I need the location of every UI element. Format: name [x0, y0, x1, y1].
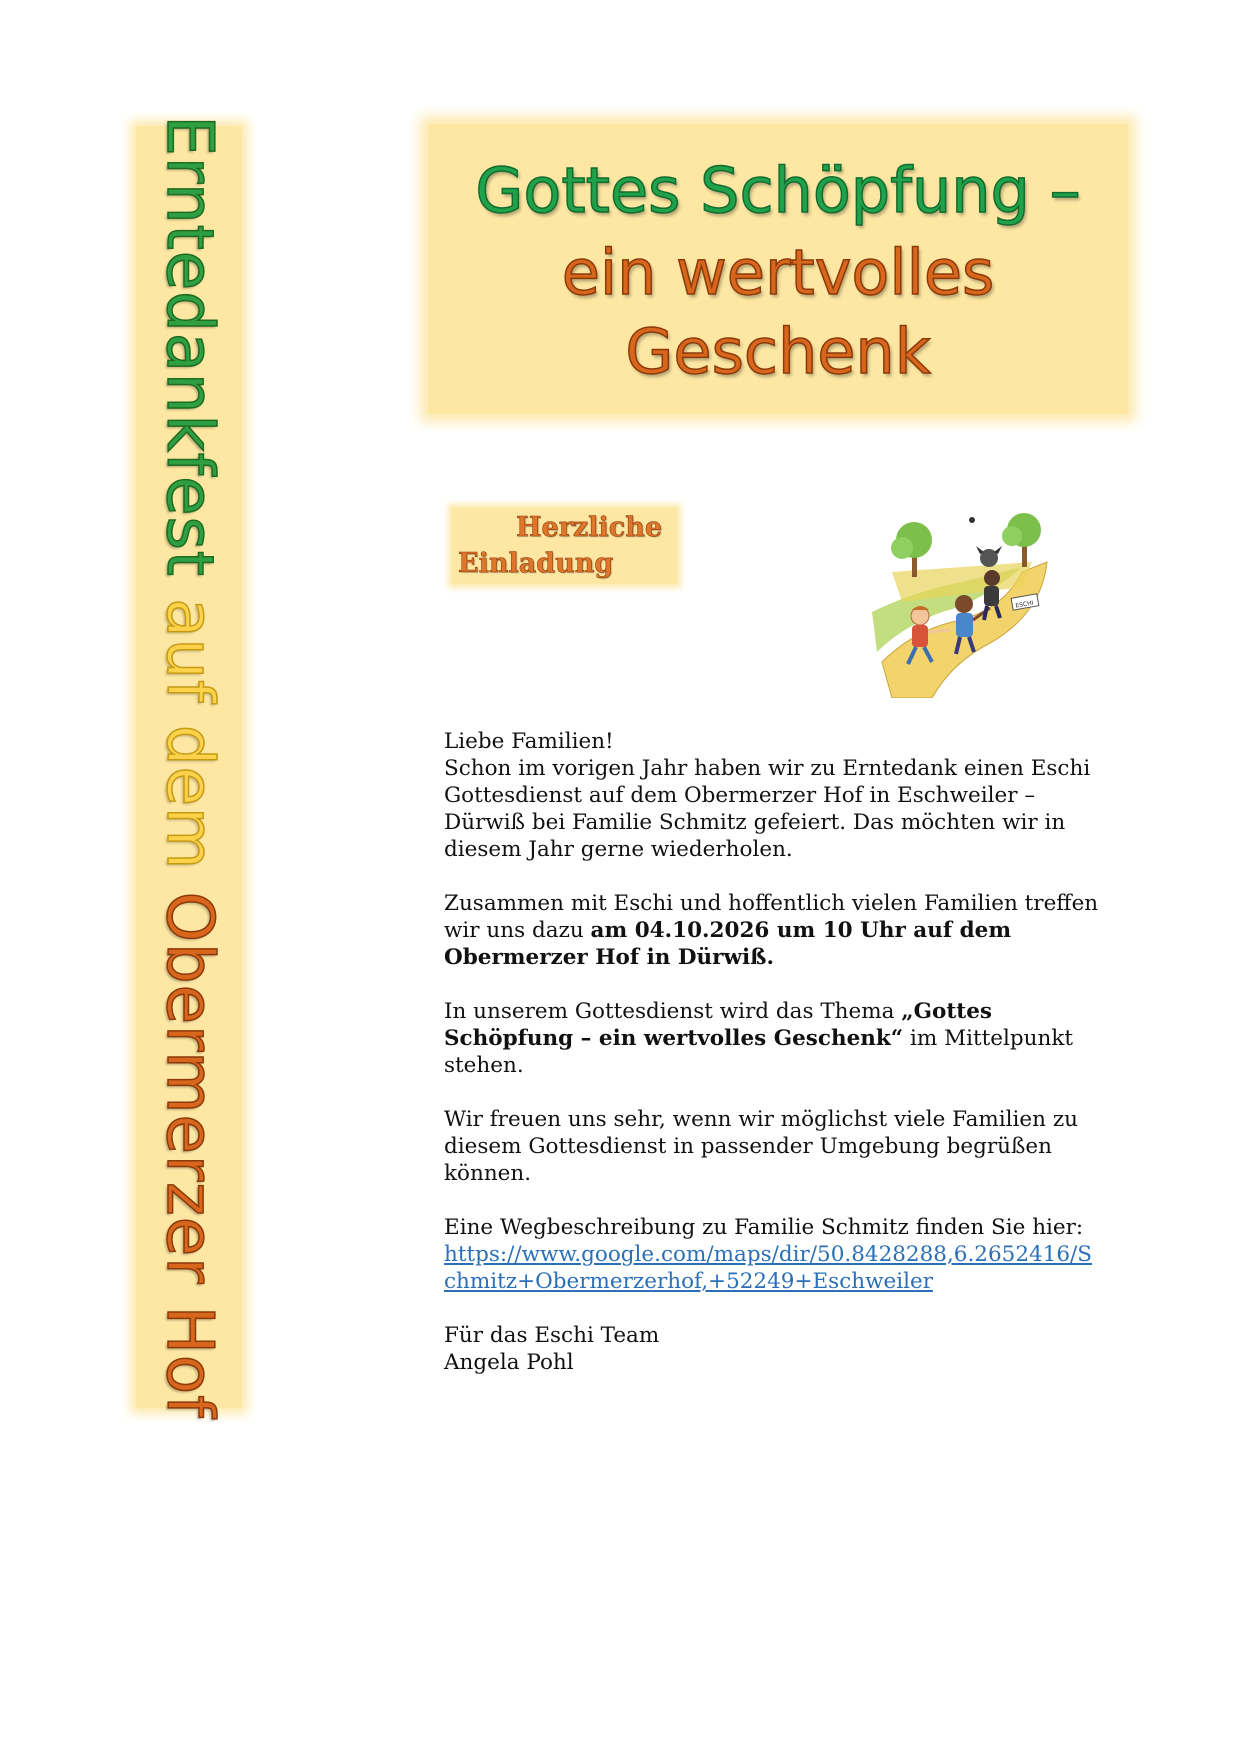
- title-box: [428, 124, 1128, 414]
- invitation-box: [452, 508, 677, 584]
- letter-closing: Für das Eschi Team: [444, 1323, 660, 1348]
- title-line3: Geschenk: [625, 314, 931, 388]
- letter-paragraph-4: Wir freuen uns sehr, wenn wir möglichst viele Familien zu diesem Gottesdienst in passender Umgebung begrüßen können.: [444, 1107, 1079, 1186]
- side-banner-text: [152, 115, 226, 1419]
- letter-paragraph-1: Schon im vorigen Jahr haben wir zu Erntedank einen Eschi Gottesdienst auf dem Obermerzer Hof in Eschweiler – Dürwiß bei Familie Schmitz gefeiert. Das möchten wir in diesem Jahr gerne wiederholen.: [444, 756, 1091, 862]
- title-line1: Gottes Schöpfung –: [475, 154, 1081, 227]
- letter-greeting-paragraph: [444, 728, 1104, 863]
- service-theme: „Gottes Schöpfung – ein wertvolles Geschenk“: [444, 999, 992, 1051]
- letter-paragraph-3-end: im Mittelpunkt stehen.: [444, 1026, 1074, 1078]
- side-banner-part3: Obermerzer Hof: [152, 891, 226, 1419]
- children-walking-illustration: [872, 512, 1062, 698]
- title-line2: ein wertvolles: [561, 236, 995, 310]
- side-banner: [136, 115, 242, 1419]
- letter-body: [444, 728, 1104, 1376]
- letter-paragraph-2-text: Zusammen mit Eschi und hoffentlich vielen Familien treffen wir uns dazu: [444, 891, 1099, 943]
- side-banner-part1: Erntedankfest: [152, 115, 226, 577]
- letter-paragraph-3: [444, 998, 1104, 1079]
- letter-signature: Angela Pohl: [444, 1350, 574, 1375]
- directions-link[interactable]: https://www.google.com/maps/dir/50.8428288,6.2652416/Schmitz+Obermerzerhof,+52249+Eschweiler: [444, 1242, 1093, 1294]
- letter-paragraph-2: [444, 890, 1104, 971]
- illustration-sign-text: ESCHI: [1014, 599, 1034, 610]
- side-banner-part2: auf dem: [152, 598, 226, 871]
- letter-paragraph-5: [444, 1214, 1104, 1295]
- invitation-line1: Herzliche: [516, 512, 663, 543]
- event-date-location: am 04.10.2026 um 10 Uhr auf dem Obermerzer Hof in Dürwiß.: [444, 918, 1012, 970]
- letter-paragraph-3-text: In unserem Gottesdienst wird das Thema: [444, 999, 902, 1024]
- letter-closing-block: [444, 1322, 1104, 1376]
- directions-text: Eine Wegbeschreibung zu Familie Schmitz finden Sie hier:: [444, 1215, 1084, 1240]
- invitation-line2: Einladung: [458, 548, 614, 579]
- letter-greeting: Liebe Familien!: [444, 729, 614, 754]
